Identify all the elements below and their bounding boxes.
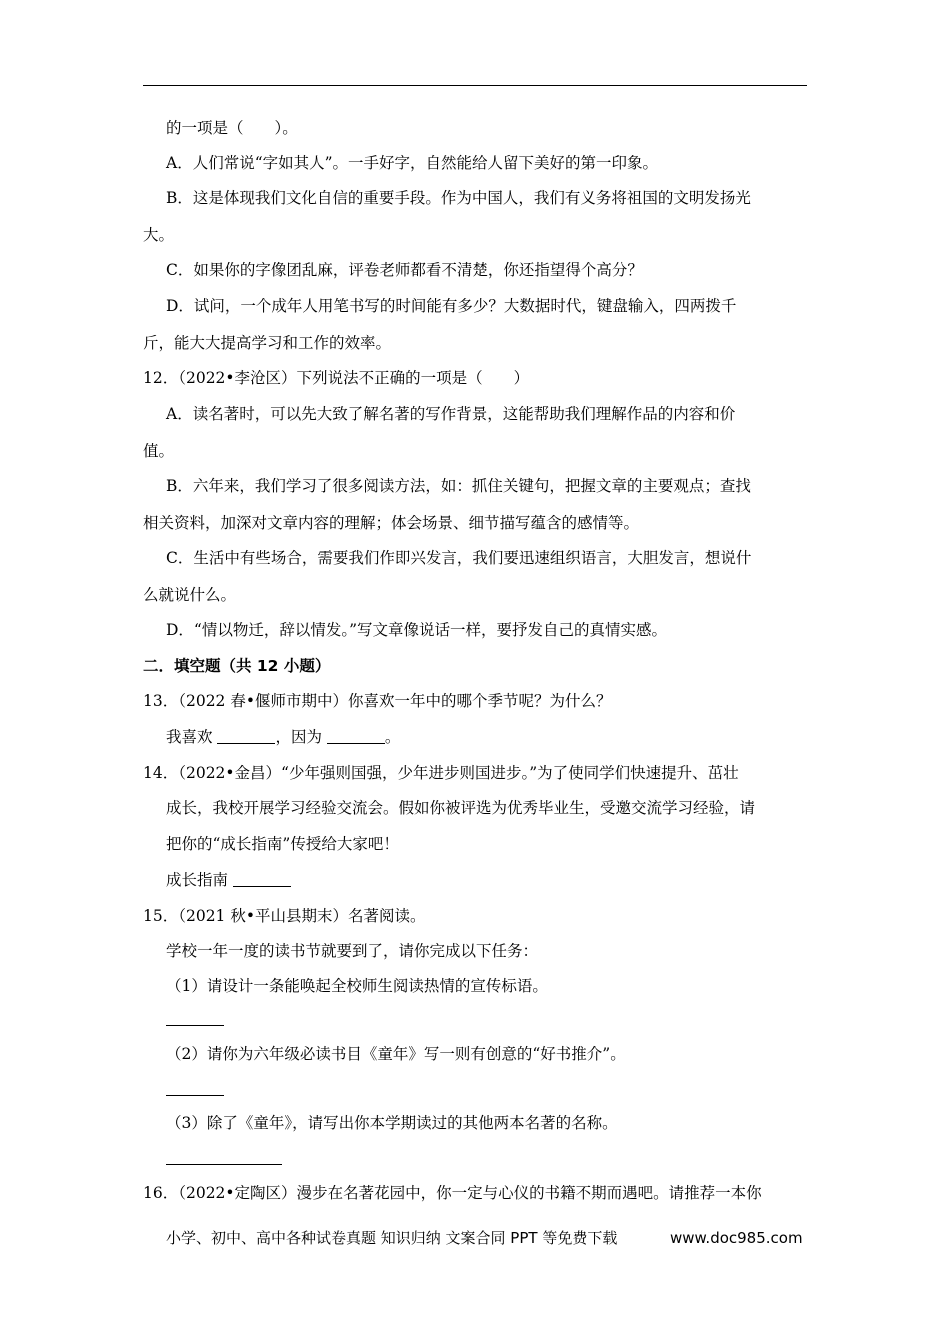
- q11-option-d-line2: 斤，能大大提高学习和工作的效率。: [143, 334, 392, 352]
- q15-answer-blank-3[interactable]: [166, 1164, 282, 1165]
- section-title: 二．填空题（共 12 小题）: [143, 657, 331, 675]
- q12-option-c-line1: C．生活中有些场合，需要我们作即兴发言，我们要迅速组织语言，大胆发言，想说什: [166, 549, 752, 567]
- q15-task-1: （1）请设计一条能唤起全校师生阅读热情的宣传标语。: [166, 977, 548, 995]
- q12-option-b-line1: B．六年来，我们学习了很多阅读方法，如：抓住关键句，把握文章的主要观点；查找: [166, 477, 751, 495]
- q13-answer-blank-2[interactable]: [327, 728, 385, 744]
- q11-option-c: C．如果你的字像团乱麻，评卷老师都看不清楚，你还指望得个高分？: [166, 261, 643, 279]
- q13-fill-text-b: ，因为: [275, 728, 327, 746]
- q15-task-2: （2）请你为六年级必读书目《童年》写一则有创意的“好书推介”。: [166, 1045, 626, 1063]
- q14-fill-text: 成长指南: [166, 871, 233, 889]
- q15-stem: 15．（2021 秋•平山县期末）名著阅读。: [143, 907, 426, 925]
- q12-option-d: D．“情以物迁，辞以情发。”写文章像说话一样，要抒发自己的真情实感。: [166, 621, 668, 639]
- q12-option-b-line2: 相关资料，加深对文章内容的理解；体会场景、细节描写蕴含的感情等。: [143, 514, 640, 532]
- q11-option-d-line1: D．试问，一个成年人用笔书写的时间能有多少？大数据时代，键盘输入，四两拨千: [166, 297, 737, 315]
- q13-fill-line: [166, 727, 400, 747]
- q15-answer-blank-1[interactable]: [166, 1025, 224, 1026]
- q14-stem-line2: 成长，我校开展学习经验交流会。假如你被评选为优秀毕业生，受邀交流学习经验，请: [166, 799, 756, 817]
- header-rule: [143, 85, 807, 86]
- q12-stem: 12．（2022•李沧区）下列说法不正确的一项是（ ）: [143, 369, 530, 387]
- q13-fill-text-a: 我喜欢: [166, 728, 218, 746]
- q12-option-a-line1: A．读名著时，可以先大致了解名著的写作背景，这能帮助我们理解作品的内容和价: [166, 405, 736, 423]
- q13-stem: 13．（2022 春•偃师市期中）你喜欢一年中的哪个季节呢？为什么？: [143, 692, 612, 710]
- q14-stem-line3: 把你的“成长指南”传授给大家吧！: [166, 835, 399, 853]
- footer-promo-text: 小学、初中、高中各种试卷真题 知识归纳 文案合同 PPT 等免费下载: [166, 1229, 618, 1247]
- q14-stem-line1: 14．（2022•金昌）“少年强则国强，少年进步则国进步。”为了使同学们快速提升、茁壮: [143, 764, 739, 782]
- q15-task-3: （3）除了《童年》，请写出你本学期读过的其他两本名著的名称。: [166, 1114, 618, 1132]
- q14-fill-line: [166, 870, 291, 890]
- q11-option-a: A．人们常说“字如其人”。一手好字，自然能给人留下美好的第一印象。: [166, 154, 659, 172]
- q15-intro: 学校一年一度的读书节就要到了，请你完成以下任务：: [166, 942, 539, 960]
- footer-website-link[interactable]: www.doc985.com: [670, 1229, 803, 1247]
- q16-stem: 16．（2022•定陶区）漫步在名著花园中，你一定与心仪的书籍不期而遇吧。请推荐一本你: [143, 1184, 762, 1202]
- q13-answer-blank-1[interactable]: [217, 728, 275, 744]
- q11-option-b-line1: B．这是体现我们文化自信的重要手段。作为中国人，我们有义务将祖国的文明发扬光: [166, 189, 751, 207]
- q12-option-c-line2: 么就说什么。: [143, 586, 237, 604]
- q12-option-a-line2: 值。: [143, 442, 175, 460]
- q11-stem-tail: 的一项是（ ）。: [166, 119, 298, 137]
- q15-answer-blank-2[interactable]: [166, 1095, 224, 1096]
- q14-answer-blank[interactable]: [233, 871, 291, 887]
- q11-option-b-line2: 大。: [143, 226, 175, 244]
- q13-fill-text-c: 。: [384, 728, 401, 746]
